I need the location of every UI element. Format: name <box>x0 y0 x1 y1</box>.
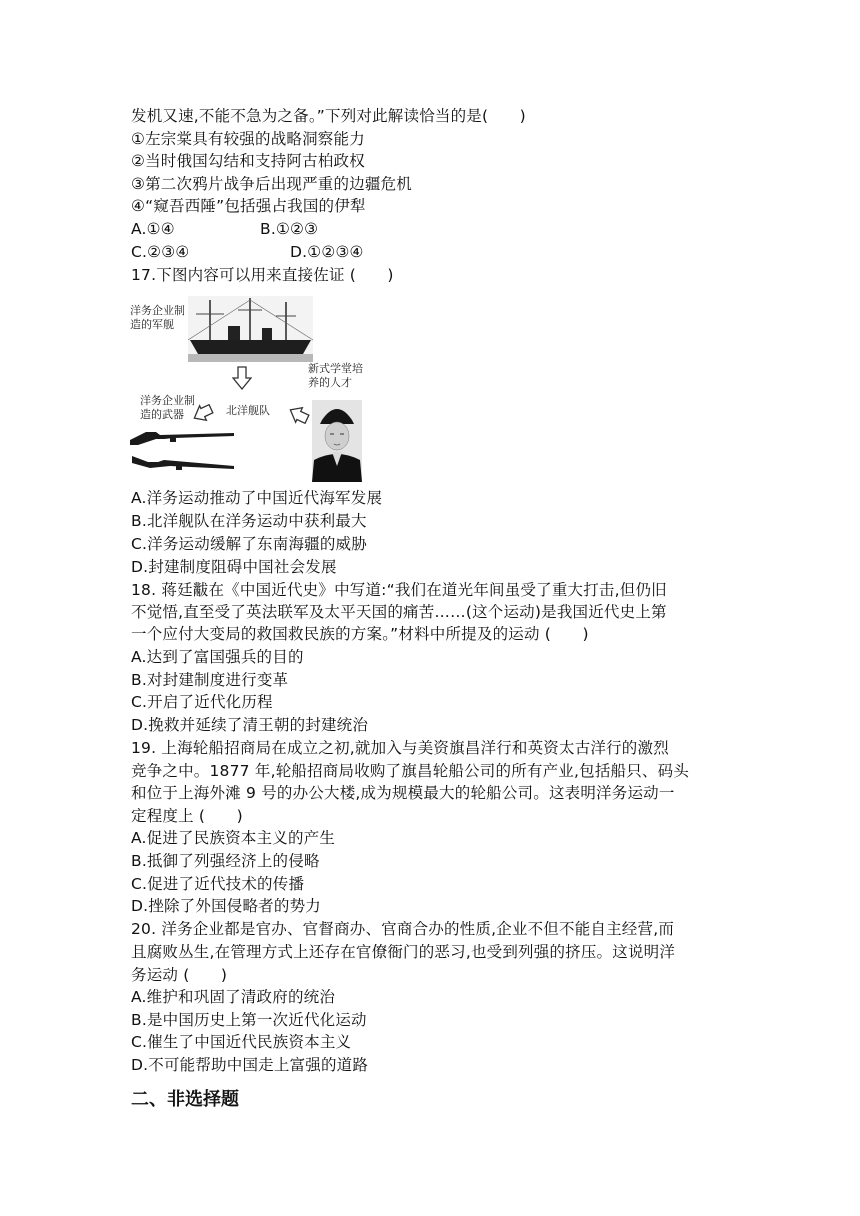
q16-item-3: ③第二次鸦片战争后出现严重的边疆危机 <box>131 175 412 193</box>
q16-options-row-2 <box>131 241 364 263</box>
q16-stem-cont: 发机又速,不能不急为之备。”下列对此解读恰当的是( ) <box>131 107 526 125</box>
q18-stem-line-2: 不觉悟,直至受了英法联军及太平天国的痛苦……(这个运动)是我国近代史上第 <box>131 603 667 621</box>
q20-option-a: A.维护和巩固了清政府的统治 <box>131 988 336 1006</box>
q17-figure <box>128 296 368 482</box>
q17-option-b: B.北洋舰队在洋务运动中获利最大 <box>131 512 367 530</box>
q16-options-row-1 <box>131 218 318 240</box>
q19-stem-line-1: 19. 上海轮船招商局在成立之初,就加入与美资旗昌洋行和英资太古洋行的激烈 <box>131 739 669 757</box>
weapons-label: 洋务企业制 造的武器 <box>140 394 195 421</box>
q18-stem-line-1: 18. 蒋廷黻在《中国近代史》中写道:“我们在道光年间虽受了重大打击,但仍旧 <box>131 581 667 599</box>
q20-stem-line-2: 且腐败丛生,在管理方式上还存在官僚衙门的恶习,也受到列强的挤压。这说明洋 <box>131 943 676 961</box>
q17-option-c: C.洋务运动缓解了东南海疆的威胁 <box>131 535 367 553</box>
q18-option-a: A.达到了富国强兵的目的 <box>131 648 304 666</box>
q16-option-b: B.①②③ <box>260 220 319 238</box>
portrait-image <box>312 400 362 482</box>
arrow-left-icon <box>192 404 214 422</box>
q17-stem: 17.下图内容可以用来直接佐证 ( ) <box>131 266 394 284</box>
q18-option-c: C.开启了近代化历程 <box>131 693 273 711</box>
talent-label: 新式学堂培 养的人才 <box>308 362 363 389</box>
q19-option-c: C.促进了近代技术的传播 <box>131 875 305 893</box>
rifle-image-1 <box>130 426 236 446</box>
q19-option-b: B.抵御了列强经济上的侵略 <box>131 852 320 870</box>
q19-stem-line-3: 和位于上海外滩 9 号的办公大楼,成为规模最大的轮船公司。这表明洋务运动一 <box>131 784 675 802</box>
beiyang-fleet-label: 北洋舰队 <box>226 404 270 417</box>
q19-option-a: A.促进了民族资本主义的产生 <box>131 829 336 847</box>
arrow-down-icon <box>232 366 252 390</box>
q16-item-1: ①左宗棠具有较强的战略洞察能力 <box>131 130 365 148</box>
q20-stem-line-3: 务运动 ( ) <box>131 966 228 984</box>
q19-stem-line-2: 竞争之中。1877 年,轮船招商局收购了旗昌轮船公司的所有产业,包括船只、码头 <box>131 762 690 780</box>
q16-option-c: C.②③④ <box>131 243 190 261</box>
section-heading-non-choice: 二、非选择题 <box>131 1089 239 1110</box>
rifle-image-2 <box>130 452 236 474</box>
q16-item-2: ②当时俄国勾结和支持阿古柏政权 <box>131 152 365 170</box>
q16-option-a: A.①④ <box>131 220 175 238</box>
q16-option-d: D.①②③④ <box>290 243 364 261</box>
q18-option-d: D.挽救并延续了清王朝的封建统治 <box>131 716 369 734</box>
warship-image <box>188 296 313 362</box>
q20-stem-line-1: 20. 洋务企业都是官办、官督商办、官商合办的性质,企业不但不能自主经营,而 <box>131 920 675 938</box>
q19-stem-line-4: 定程度上 ( ) <box>131 807 243 825</box>
q20-option-c: C.催生了中国近代民族资本主义 <box>131 1033 352 1051</box>
q19-option-d: D.挫除了外国侵略者的势力 <box>131 897 321 915</box>
q20-option-b: B.是中国历史上第一次近代化运动 <box>131 1011 367 1029</box>
ship-label: 洋务企业制 造的军舰 <box>130 304 185 331</box>
q17-option-d: D.封建制度阻碍中国社会发展 <box>131 558 337 576</box>
q20-option-d: D.不可能帮助中国走上富强的道路 <box>131 1056 369 1074</box>
arrow-right-icon <box>288 406 310 424</box>
q17-option-a: A.洋务运动推动了中国近代海军发展 <box>131 489 383 507</box>
q16-item-4: ④“窥吾西陲”包括强占我国的伊犁 <box>131 197 366 215</box>
q18-option-b: B.对封建制度进行变革 <box>131 671 289 689</box>
q18-stem-line-3: 一个应付大变局的救国救民族的方案。”材料中所提及的运动 ( ) <box>131 625 589 643</box>
